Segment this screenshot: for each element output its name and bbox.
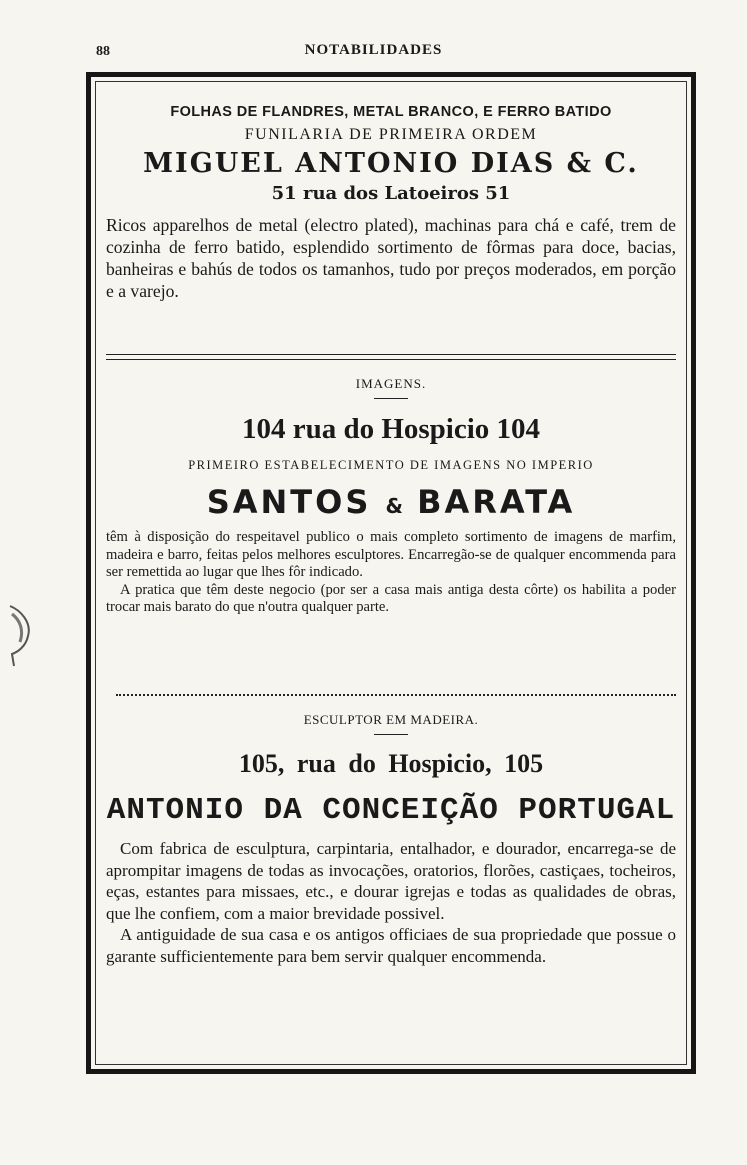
advert-antonio-portugal	[106, 712, 676, 967]
short-rule	[374, 734, 408, 735]
ad1-category: FUNILARIA DE PRIMEIRA ORDEM	[244, 126, 538, 143]
ad1-business-name: MIGUEL ANTONIO DIAS & C.	[143, 148, 639, 179]
ad3-category: ESCULPTOR EM MADEIRA.	[303, 712, 479, 727]
ad2-name-part2: BARATA	[417, 483, 576, 521]
ad2-address: 104 rua do Hospicio 104	[241, 413, 541, 445]
ad2-name-part1: SANTOS	[206, 483, 372, 521]
page-number: 88	[96, 44, 110, 59]
short-rule	[374, 398, 408, 399]
ad2-business-name	[106, 483, 676, 521]
ad2-name-ampersand: &	[385, 494, 403, 518]
ad1-address: 51 rua dos Latoeiros 51	[271, 183, 511, 204]
ad3-paragraph-2: A antiguidade de sua casa e os antigos officiaes de sua propriedade que possue o garante sufficientemente para bem servir qualquer encommenda.	[106, 925, 676, 966]
ad2-category: IMAGENS.	[355, 376, 427, 391]
advert-santos-barata	[106, 376, 676, 617]
ad2-paragraph-1: têm à disposição do respeitavel publico o mais completo sortimento de imagens de marfim, madeira e barro, feitas pelos melhores esculptores. Encarregão-se de qualquer encommenda para ser remettida ao lugar que lhes fôr indicado.	[106, 529, 676, 580]
section-divider	[106, 354, 676, 360]
ad3-address: 105, rua do Hospicio, 105	[238, 749, 544, 778]
running-head: NOTABILIDADES	[304, 42, 443, 58]
ad2-body	[106, 529, 676, 617]
ad3-business-name: ANTONIO DA CONCEIÇÃO PORTUGAL	[106, 793, 676, 828]
advert-frame-inner	[95, 81, 687, 1065]
advert-miguel-antonio-dias	[106, 104, 676, 302]
section-divider-dotted	[116, 694, 676, 696]
advert-frame	[86, 72, 696, 1074]
ad3-body	[106, 838, 676, 967]
margin-blot-icon	[6, 600, 36, 670]
ad2-paragraph-2: A pratica que têm deste negocio (por ser a casa mais antiga desta côrte) os habilita a poder trocar mais barato do que n'outra qualquer parte.	[106, 581, 676, 615]
ad3-paragraph-1: Com fabrica de esculptura, carpintaria, entalhador, e dourador, encarrega-se de aprompitar imagens de todas as invocações, oratorios, florões, castiçaes, tocheiros, eças, estantes para missaes, etc., e dourar igrejas e todas as qualidades de obras, que lhe confiem, com a maior brevidade possivel.	[106, 839, 676, 923]
ad1-trade-line: FOLHAS DE FLANDRES, METAL BRANCO, E FERRO BATIDO	[170, 104, 612, 120]
ad1-body: Ricos apparelhos de metal (electro plated), machinas para chá e café, trem de cozinha de ferro batido, esplendido sortimento de fôrmas para doce, bacias, banheiras e bahús de todos os tamanhos, tudo por preços moderados, em porção e a varejo.	[106, 215, 676, 301]
ad2-subtitle: PRIMEIRO ESTABELECIMENTO DE IMAGENS NO IMPERIO	[188, 458, 594, 472]
